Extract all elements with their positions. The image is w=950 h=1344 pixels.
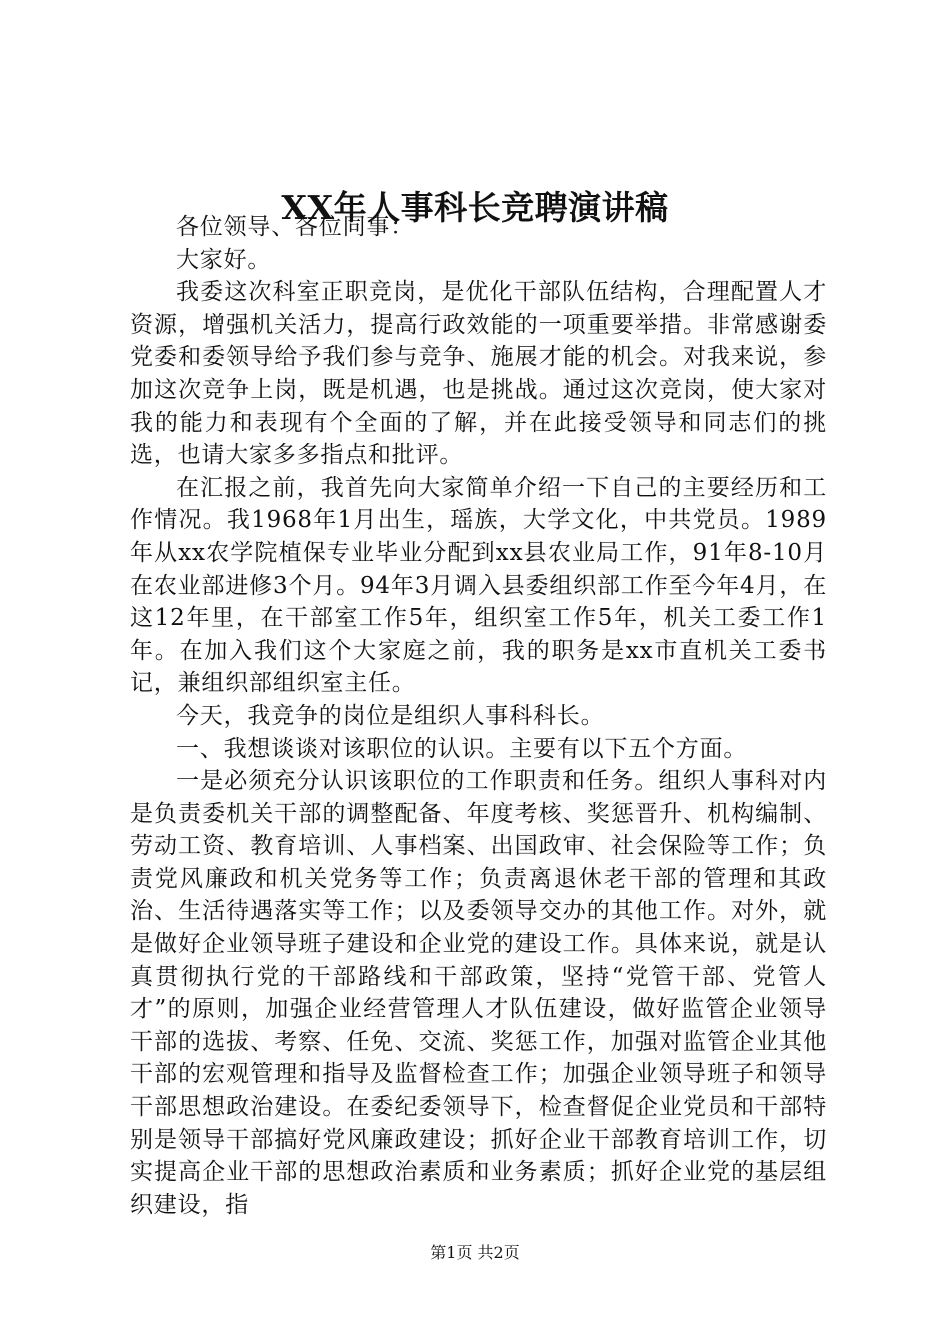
document-title: XX年人事科长竞聘演讲稿	[281, 188, 669, 227]
body-paragraph: 今天，我竞争的岗位是组织人事科科长。	[176, 702, 605, 729]
document-body	[130, 211, 827, 1221]
section-heading-paragraph: 一、我想谈谈对该职位的认识。主要有以下五个方面。	[176, 735, 748, 762]
body-paragraph: 一是必须充分认识该职位的工作职责和任务。组织人事科对内是负责委机关干部的调整配备、年度考核、奖惩晋升、机构编制、劳动工资、教育培训、人事档案、出国政审、社会保险等工作；负责党风廉政和机关党务等工作；负责离退休老干部的管理和其政治、生活待遇落实等工作；以及委领导交办的其他工作。对外，就是做好企业领导班子建设和企业党的建设工作。具体来说，就是认真贯彻执行党的干部路线和干部政策，坚持“党管干部、党管人才”的原则，加强企业经营管理人才队伍建设，做好监管企业领导干部的选拔、考察、任免、交流、奖惩工作，加强对监管企业其他干部的宏观管理和指导及监督检查工作；加强企业领导班子和领导干部思想政治建设。在委纪委领导下，检查督促企业党员和干部特别是领导干部搞好党风廉政建设；抓好企业干部教育培训工作，切实提高企业干部的思想政治素质和业务素质；抓好企业党的基层组织建设，指	[130, 768, 827, 1218]
salutation-paragraph: 各位领导、各位同事：	[176, 214, 414, 240]
body-paragraph: 在汇报之前，我首先向大家简单介绍一下自己的主要经历和工作情况。我1968年1月出生，瑶族，大学文化，中共党员。1989年从xx农学院植保专业毕业分配到xx县农业局工作，91年8-10月在农业部进修3个月。94年3月调入县委组织部工作至今年4月，在这12年里，在干部室工作5年，组织室工作5年，机关工委工作1年。在加入我们这个大家庭之前，我的职务是xx市直机关工委书记，兼组织部组织室主任。	[130, 474, 827, 697]
body-paragraph: 我委这次科室正职竞岗，是优化干部队伍结构，合理配置人才资源，增强机关活力，提高行政效能的一项重要举措。非常感谢委党委和委领导给予我们参与竞争、施展才能的机会。对我来说，参加这次竞争上岗，既是机遇，也是挑战。通过这次竞岗，使大家对我的能力和表现有个全面的了解，并在此接受领导和同志们的挑选，也请大家多多指点和批评。	[130, 279, 827, 469]
page-footer: 第1页 共2页	[430, 1243, 520, 1262]
greeting-paragraph: 大家好。	[176, 246, 272, 273]
